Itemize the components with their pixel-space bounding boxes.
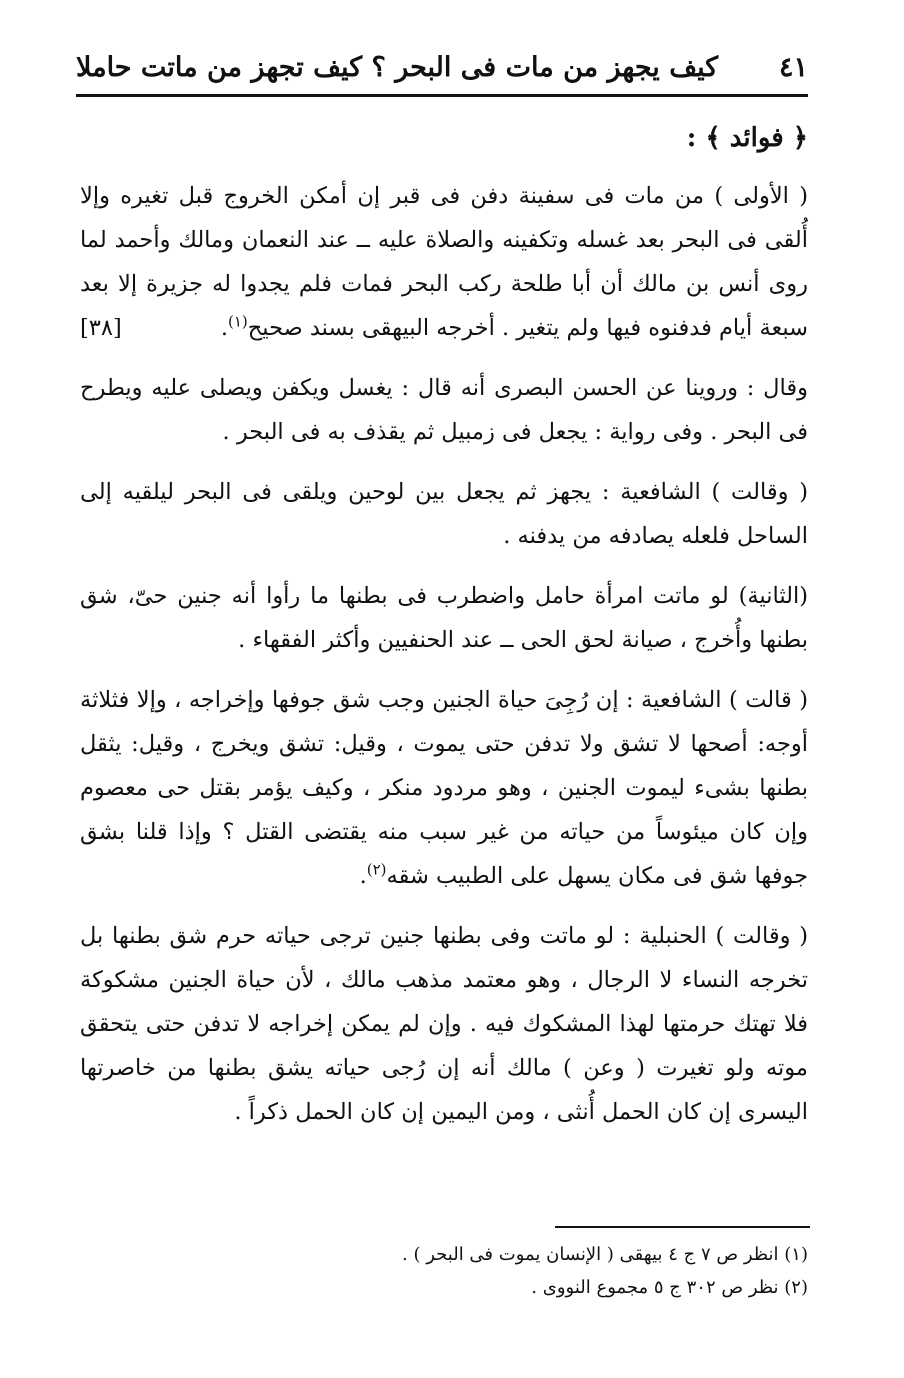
main-text [80,116,808,1150]
paragraph-text: ( قالت ) الشافعية : إن رُجِىَ حياة الجنين وجب شق جوفها وإخراجه ، وإلا فثلاثة أوجه: أصحها لا تشق ولا تدفن حتى يموت ، وقيل: تشق ويخرج ، وقيل: يثقل بطنها بشىء ليموت الجنين ، وهو مردود منكر ، وكيف يؤمر بقتل حى معصوم وإن كان ميئوساً من حياته من غير سبب منه يقتضى القتل ؟ وإذا قلنا بشق جوفها شق فى مكان يسهل على الطبيب شقه [80,687,808,889]
footnote-divider [555,1226,810,1228]
paragraph-first-benefit: ( الأولى ) من مات فى سفينة دفن فى قبر إن أمكن الخروج قبل تغيره وإلا أُلقى فى البحر بعد غسله وتكفينه والصلاة عليه ــ عند النعمان ومالك وأحمد لما روى أنس بن مالك أن أبا طلحة ركب البحر فمات فلم يجدوا له جزيرة إلا بعد سبعة أيام فدفنوه فيها ولم يتغير . أخرجه البيهقى بسند صحيح$^{(١)}$. [٣٨] [80,174,808,350]
paragraph-shafii-fetus: ( قالت ) الشافعية : إن رُجِىَ حياة الجنين وجب شق جوفها وإخراجه ، وإلا فثلاثة أوجه: أصحها لا تشق ولا تدفن حتى يموت ، وقيل: تشق ويخرج ، وقيل: يثقل بطنها بشىء ليموت الجنين ، وهو مردود منكر ، وكيف يؤمر بقتل حى معصوم وإن كان ميئوساً من حياته من غير سبب منه يقتضى القتل ؟ وإذا قلنا بشق جوفها شق فى مكان يسهل على الطبيب شقه$^{(٢)}$. [80,687,808,889]
footnote-ref-2: (٢) [366,860,387,879]
page-header [76,40,808,97]
paragraph-hanbali: ( وقالت ) الحنبلية : لو ماتت وفى بطنها جنين ترجى حياته حرم شق بطنها بل تخرجه النساء لا الرجال ، وهو معتمد مذهب مالك ، لأن حياة الجنين مشكوكة فلا تهتك حرمتها لهذا المشكوك فيه . وإن لم يمكن إخراجه لا تدفن حتى يتحقق موته ولو تغيرت ( وعن ) مالك أنه إن رُجى حياته يشق بطنها من خاصرتها اليسرى إن كان الحمل أُنثى ، ومن اليمين إن كان الحمل ذكراً . [80,923,808,1125]
paragraph-second-benefit: (الثانية) لو ماتت امرأة حامل واضطرب فى بطنها ما رأوا أنه جنين حىّ، شق بطنها وأُخرج ، صيانة لحق الحى ــ عند الحنفيين وأكثر الفقهاء . [80,583,808,653]
section-title: ﴿ فوائد ﴾ : [686,123,808,153]
footnote-ref-1: (١) [227,312,248,331]
paragraph-text: ( الأولى ) من مات فى سفينة دفن فى قبر إن أمكن الخروج قبل تغيره وإلا أُلقى فى البحر بعد غسله وتكفينه والصلاة عليه ــ عند النعمان ومالك وأحمد لما روى أنس بن مالك أن أبا طلحة ركب البحر فمات فلم يجدوا له جزيرة إلا بعد سبعة أيام فدفنوه فيها ولم يتغير . أخرجه البيهقى بسند صحيح [80,183,808,341]
footnotes [300,1238,808,1304]
footnote-2: (٢) نظر ص ٣٠٢ ج ٥ مجموع النووى . [531,1277,808,1298]
running-title: كيف يجهز من مات فى البحر ؟ كيف تجهز من ماتت حاملا [76,51,719,83]
page-number: ٤١ [778,51,808,83]
footnote-1: (١) انظر ص ٧ ج ٤ بيهقى ( الإنسان يموت فى البحر ) . [402,1244,808,1265]
hadith-number: [٣٨] [80,315,122,341]
paragraph-shafii-sea: ( وقالت ) الشافعية : يجهز ثم يجعل بين لوحين ويلقى فى البحر ليلقيه إلى الساحل فلعله يصادفه من يدفنه . [80,479,808,549]
paragraph-hasan-basri: وقال : وروينا عن الحسن البصرى أنه قال : يغسل ويكفن ويصلى عليه ويطرح فى البحر . وفى رواية : يجعل فى زمبيل ثم يقذف به فى البحر . [80,375,808,445]
